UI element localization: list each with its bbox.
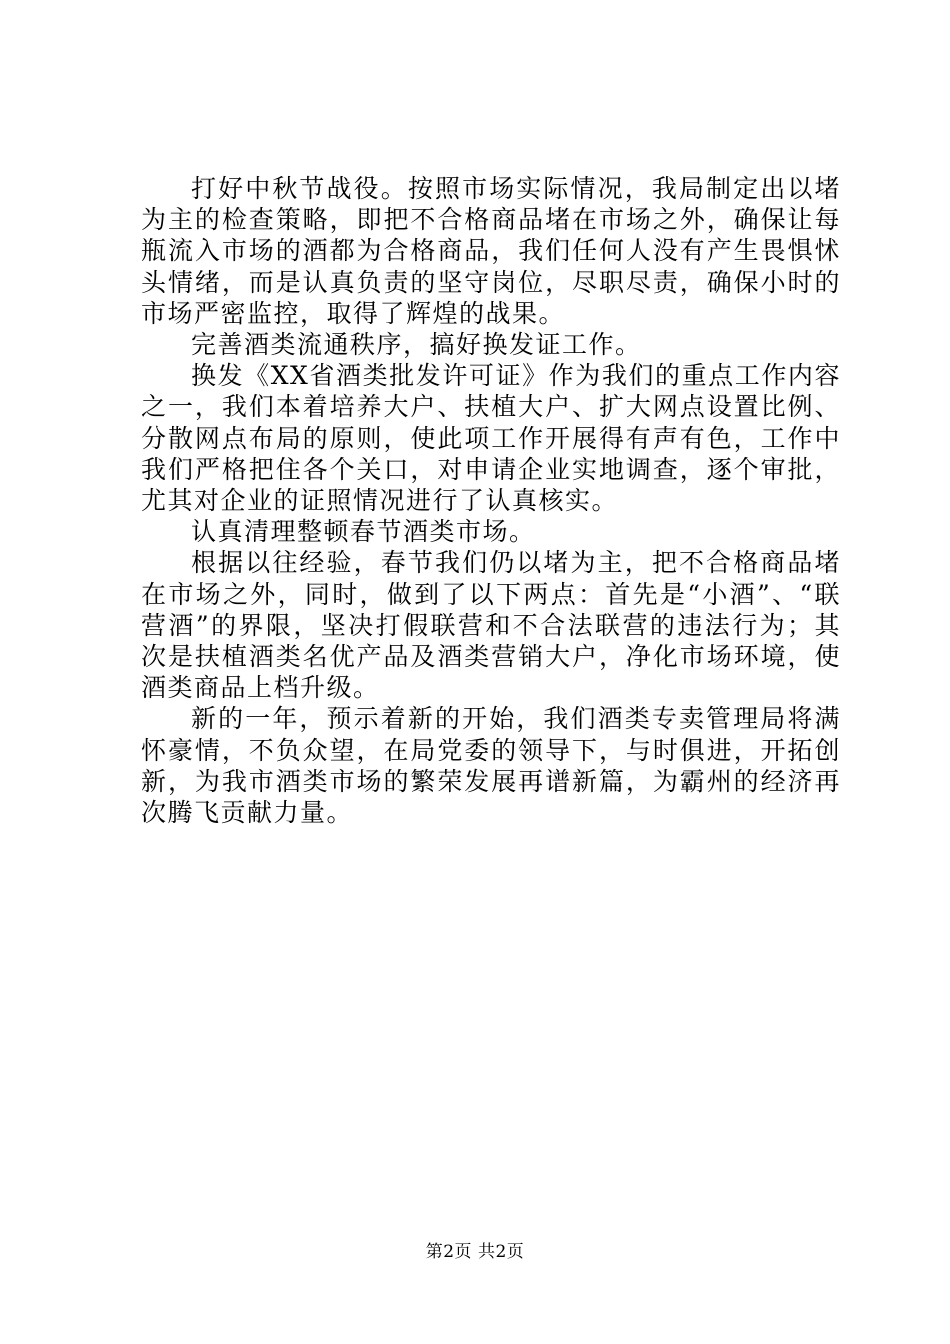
- paragraph-mid-autumn: 打好中秋节战役。按照市场实际情况，我局制定出以堵为主的检查策略，即把不合格商品堵在市场之外，确保让每瓶流入市场的酒都为合格商品，我们任何人没有产生畏惧怵头情绪，而是认真负责的坚守岗位，尽职尽责，确保小时的市场严密监控，取得了辉煌的战果。: [141, 174, 841, 328]
- document-body: [141, 173, 841, 828]
- paragraph-new-year: 新的一年，预示着新的开始，我们酒类专卖管理局将满怀豪情，不负众望，在局党委的领导下，与时俱进，开拓创新，为我市酒类市场的繁荣发展再谱新篇，为霸州的经济再次腾飞贡献力量。: [141, 704, 841, 828]
- paragraph-license-renewal: 换发《XX省酒类批发许可证》作为我们的重点工作内容之一，我们本着培养大户、扶植大户、扩大网点设置比例、分散网点布局的原则，使此项工作开展得有声有色，工作中我们严格把住各个关口，对申请企业实地调查，逐个审批，尤其对企业的证照情况进行了认真核实。: [141, 361, 841, 516]
- paragraph-heading-spring-festival: 认真清理整顿春节酒类市场。: [191, 517, 536, 547]
- paragraph-spring-festival: 根据以往经验，春节我们仍以堵为主，把不合格商品堵在市场之外，同时，做到了以下两点：首先是“小酒”、“联营酒”的界限，坚决打假联营和不合法联营的违法行为；其次是扶植酒类名优产品及酒类营销大户，净化市场环境，使酒类商品上档升级。: [141, 548, 841, 703]
- page-number-footer: 第2页 共2页: [425, 1242, 525, 1262]
- paragraph-heading-circulation: 完善酒类流通秩序，搞好换发证工作。: [191, 330, 642, 360]
